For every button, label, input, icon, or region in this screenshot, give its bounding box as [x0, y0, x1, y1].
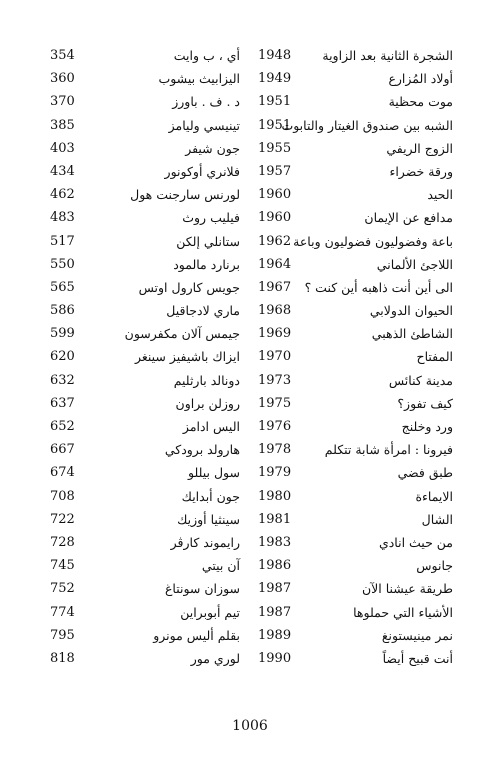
- toc-author: روزلن براون: [175, 395, 240, 411]
- toc-row: [0, 461, 500, 484]
- toc-year: 1969: [258, 326, 292, 342]
- toc-story-title: أنت قبيح أيضاً: [382, 650, 453, 666]
- toc-year: 1987: [258, 604, 292, 620]
- toc-author: سينثيا أوزيك: [177, 511, 240, 527]
- toc-year: 1978: [258, 442, 292, 458]
- toc-author: رايموند كارڤر: [170, 534, 240, 550]
- toc-row: [0, 183, 500, 206]
- toc-year: 1980: [258, 488, 292, 504]
- toc-year: 1960: [258, 210, 292, 226]
- toc-page-number: 818: [50, 650, 75, 666]
- toc-story-title: الزوج الريفي: [386, 140, 453, 156]
- toc-story-title: الشجرة الثانية بعد الزاوية: [322, 48, 453, 63]
- toc-story-title: نمر مينيستونغ: [381, 627, 453, 643]
- toc-story-title: موت محظية: [388, 94, 453, 110]
- toc-row: [0, 206, 500, 229]
- toc-row: [0, 230, 500, 253]
- toc-page-number: 620: [50, 349, 75, 365]
- toc-page-number: 550: [50, 256, 75, 272]
- toc-year: 1949: [258, 71, 292, 87]
- toc-story-title: الى أين أنت ذاهبه أين كنت ؟: [304, 279, 453, 295]
- toc-row: [0, 322, 500, 345]
- toc-year: 1979: [258, 465, 292, 481]
- toc-story-title: المفتاح: [416, 349, 453, 365]
- toc-page-number: 722: [50, 511, 75, 527]
- toc-row: [0, 114, 500, 137]
- toc-story-title: الشال: [421, 511, 453, 527]
- toc-author: جيمس آلان مكفرسون: [124, 326, 240, 342]
- toc-year: 1968: [258, 303, 292, 319]
- toc-year: 1986: [258, 558, 292, 574]
- toc-year: 1960: [258, 187, 292, 203]
- toc-story-title: الايماءة: [415, 488, 453, 504]
- toc-page-number: 795: [50, 627, 75, 643]
- toc-year: 1970: [258, 349, 292, 365]
- toc-author: د . ف . باورز: [172, 94, 240, 110]
- toc-author: اليزابيث بيشوب: [158, 71, 240, 87]
- toc-year: 1951: [258, 94, 292, 110]
- toc-row: [0, 647, 500, 670]
- toc-year: 1948: [258, 48, 292, 63]
- toc-year: 1957: [258, 163, 292, 179]
- toc-author: سول بيللو: [188, 465, 240, 481]
- toc-story-title: مدافع عن الإيمان: [364, 210, 453, 226]
- toc-row: [0, 67, 500, 90]
- toc-row: [0, 624, 500, 647]
- toc-page-number: 674: [50, 465, 75, 481]
- toc-author: اليس ادامز: [182, 419, 240, 434]
- toc-author: جون شيفر: [185, 140, 240, 156]
- toc-story-title: فيرونا : امرأة شابة تتكلم: [324, 442, 453, 458]
- toc-page-number: 774: [50, 604, 75, 620]
- toc-story-title: ورقة خضراء: [389, 163, 453, 179]
- toc-story-title: الشاطئ الذهبي: [371, 326, 453, 342]
- footer-page-number: 1006: [232, 718, 268, 734]
- toc-row: [0, 531, 500, 554]
- toc-year: 1973: [258, 372, 292, 388]
- toc-page-number: 517: [50, 233, 75, 249]
- toc-story-title: مدينة كنائس: [388, 372, 453, 388]
- toc-year: 1981: [258, 511, 292, 527]
- toc-page-number: 434: [50, 163, 75, 179]
- toc-page-number: 360: [50, 71, 75, 87]
- toc-page-number: 637: [50, 395, 75, 411]
- table-of-contents: [0, 44, 500, 670]
- toc-author: تينيسي وليامز: [168, 117, 240, 133]
- toc-page-number: 667: [50, 442, 75, 458]
- toc-page-number: 403: [50, 140, 75, 156]
- toc-story-title: الشبه بين صندوق الغيتار والتابوت: [281, 117, 453, 133]
- toc-row: [0, 415, 500, 438]
- toc-story-title: ورد وخلنج: [401, 419, 453, 434]
- toc-page-number: 385: [50, 117, 75, 133]
- toc-page-number: 708: [50, 488, 75, 504]
- toc-year: 1983: [258, 534, 292, 550]
- toc-author: أي ، ب وايت: [173, 48, 240, 63]
- toc-row: [0, 253, 500, 276]
- toc-year: 1964: [258, 256, 292, 272]
- toc-year: 1975: [258, 395, 292, 411]
- toc-story-title: كيف تفوز؟: [397, 395, 453, 411]
- toc-author: ايزاك باشيفيز سينغر: [134, 349, 240, 365]
- toc-row: [0, 577, 500, 600]
- toc-year: 1987: [258, 581, 292, 597]
- toc-author: بقلم أليس مونرو: [153, 627, 240, 643]
- toc-page-number: 652: [50, 419, 75, 434]
- toc-row: [0, 160, 500, 183]
- toc-author: جويس كارول اوتس: [138, 279, 240, 295]
- toc-row: [0, 485, 500, 508]
- toc-story-title: الأشياء التي حملوها: [353, 604, 453, 620]
- toc-story-title: اللاجئ الألماني: [376, 256, 453, 272]
- toc-page-number: 728: [50, 534, 75, 550]
- toc-author: برنارد مالمود: [173, 256, 240, 272]
- toc-row: [0, 554, 500, 577]
- toc-author: فلانري أوكونور: [164, 163, 240, 179]
- toc-author: تيم أبوبراين: [180, 604, 240, 620]
- toc-year: 1962: [258, 233, 292, 249]
- toc-row: [0, 137, 500, 160]
- toc-author: جون أبدايك: [181, 488, 240, 504]
- toc-year: 1989: [258, 627, 292, 643]
- toc-page-number: 632: [50, 372, 75, 388]
- toc-author: ستانلي إلكن: [176, 233, 240, 249]
- toc-page-number: 752: [50, 581, 75, 597]
- toc-page-number: 354: [50, 48, 75, 63]
- toc-row: [0, 392, 500, 415]
- toc-row: [0, 276, 500, 299]
- toc-author: ماري لادجاقيل: [166, 303, 240, 319]
- toc-author: هارولد برودكي: [164, 442, 240, 458]
- toc-page-number: 462: [50, 187, 75, 203]
- toc-page-number: 370: [50, 94, 75, 110]
- toc-year: 1976: [258, 419, 292, 434]
- toc-row: [0, 369, 500, 392]
- toc-story-title: جانوس: [416, 558, 453, 574]
- toc-story-title: الحيوان الدولابي: [369, 303, 453, 319]
- toc-row: [0, 345, 500, 368]
- toc-story-title: الحيد: [427, 187, 453, 203]
- toc-author: لوري مور: [190, 650, 240, 666]
- toc-page-number: 483: [50, 210, 75, 226]
- toc-row: [0, 299, 500, 322]
- toc-author: آن بيتي: [201, 558, 240, 574]
- toc-story-title: طبق فضي: [397, 465, 453, 481]
- toc-year: 1967: [258, 279, 292, 295]
- toc-story-title: باعة وفضوليون فضوليون وباعة: [293, 233, 453, 249]
- toc-story-title: أولاد المُزارع: [388, 71, 453, 87]
- toc-story-title: طريقة عيشنا الآن: [361, 581, 453, 597]
- toc-page-number: 599: [50, 326, 75, 342]
- toc-page-number: 586: [50, 303, 75, 319]
- toc-author: دونالد بارثليم: [173, 372, 240, 388]
- toc-author: لورنس سارجنت هول: [130, 187, 240, 203]
- toc-row: [0, 601, 500, 624]
- toc-year: 1990: [258, 650, 292, 666]
- toc-author: فيليب روث: [182, 210, 240, 226]
- toc-page-number: 565: [50, 279, 75, 295]
- toc-row: [0, 90, 500, 113]
- toc-year: 1951: [258, 117, 292, 133]
- toc-row: [0, 438, 500, 461]
- toc-author: سوزان سونتاغ: [164, 581, 240, 597]
- toc-story-title: من حيث انادي: [378, 534, 453, 550]
- toc-year: 1955: [258, 140, 292, 156]
- toc-row: [0, 44, 500, 67]
- toc-page-number: 745: [50, 558, 75, 574]
- toc-row: [0, 508, 500, 531]
